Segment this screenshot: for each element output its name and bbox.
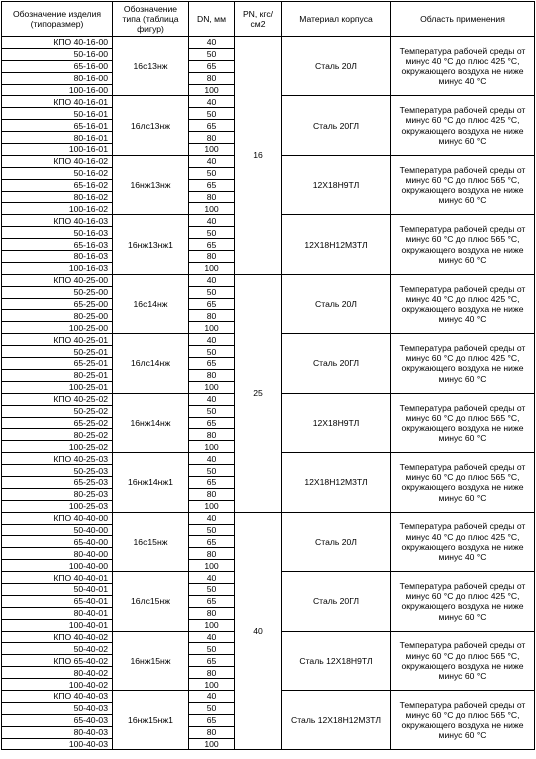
model-cell: КПО 40-25-03: [2, 453, 113, 465]
model-cell: 100-16-03: [2, 262, 113, 274]
dn-cell: 80: [189, 310, 235, 322]
dn-cell: 100: [189, 679, 235, 691]
dn-cell: 100: [189, 738, 235, 750]
material-cell: Сталь 20Л: [282, 274, 391, 333]
material-cell: 12Х18Н12М3ТЛ: [282, 453, 391, 512]
material-cell: Сталь 20ГЛ: [282, 96, 391, 155]
header-type: Обозначение типа (таблица фигур): [113, 2, 189, 37]
dn-cell: 50: [189, 167, 235, 179]
dn-cell: 65: [189, 120, 235, 132]
dn-cell: 100: [189, 84, 235, 96]
dn-cell: 40: [189, 453, 235, 465]
model-cell: КПО 40-25-00: [2, 274, 113, 286]
dn-cell: 50: [189, 583, 235, 595]
model-cell: 50-40-01: [2, 583, 113, 595]
type-cell: 16нж14нж: [113, 393, 189, 452]
application-cell: Температура рабочей среды от минус 60 °С до плюс 565 °С, окружающего воздуха не ниже минус 60 °С: [391, 155, 535, 214]
dn-cell: 50: [189, 108, 235, 120]
type-cell: 16с15нж: [113, 512, 189, 571]
dn-cell: 80: [189, 488, 235, 500]
dn-cell: 65: [189, 476, 235, 488]
dn-cell: 80: [189, 251, 235, 263]
model-cell: 100-25-03: [2, 500, 113, 512]
type-cell: 16лс13нж: [113, 96, 189, 155]
dn-cell: 80: [189, 607, 235, 619]
model-cell: КПО 40-16-03: [2, 215, 113, 227]
model-cell: КПО 40-25-01: [2, 334, 113, 346]
pn-cell: 16: [235, 37, 282, 275]
type-cell: 16нж14нж1: [113, 453, 189, 512]
header-material: Материал корпуса: [282, 2, 391, 37]
dn-cell: 65: [189, 298, 235, 310]
model-cell: 50-16-03: [2, 227, 113, 239]
model-cell: 80-25-01: [2, 369, 113, 381]
dn-cell: 50: [189, 227, 235, 239]
model-cell: КПО 40-16-01: [2, 96, 113, 108]
application-cell: Температура рабочей среды от минус 60 °С до плюс 425 °С, окружающего воздуха не ниже минус 60 °С: [391, 96, 535, 155]
application-cell: Температура рабочей среды от минус 60 °С до плюс 425 °С, окружающего воздуха не ниже минус 60 °С: [391, 334, 535, 393]
model-cell: 100-16-01: [2, 144, 113, 156]
model-cell: 65-40-01: [2, 595, 113, 607]
dn-cell: 65: [189, 417, 235, 429]
dn-cell: 100: [189, 144, 235, 156]
dn-cell: 65: [189, 60, 235, 72]
type-cell: 16нж15нж: [113, 631, 189, 690]
header-dn: DN, мм: [189, 2, 235, 37]
model-cell: КПО 40-16-00: [2, 37, 113, 49]
model-cell: 65-25-00: [2, 298, 113, 310]
model-cell: 50-25-02: [2, 405, 113, 417]
table-row: [2, 512, 535, 524]
model-cell: 80-40-02: [2, 667, 113, 679]
dn-cell: 40: [189, 155, 235, 167]
application-cell: Температура рабочей среды от минус 60 °С до плюс 565 °С, окружающего воздуха не ниже минус 60 °С: [391, 690, 535, 749]
header-pn: PN, кгс/см2: [235, 2, 282, 37]
model-cell: 65-16-02: [2, 179, 113, 191]
dn-cell: 40: [189, 393, 235, 405]
material-cell: Сталь 12Х18Н12М3ТЛ: [282, 690, 391, 749]
model-cell: 50-16-02: [2, 167, 113, 179]
model-cell: 65-16-03: [2, 239, 113, 251]
model-cell: 50-16-00: [2, 48, 113, 60]
material-cell: Сталь 20ГЛ: [282, 572, 391, 631]
dn-cell: 40: [189, 631, 235, 643]
table-body: [2, 37, 535, 750]
material-cell: 12Х18Н12М3ТЛ: [282, 215, 391, 274]
dn-cell: 50: [189, 643, 235, 655]
dn-cell: 40: [189, 96, 235, 108]
header-model: Обозначение изделия (типоразмер): [2, 2, 113, 37]
application-cell: Температура рабочей среды от минус 40 °С до плюс 425 °С, окружающего воздуха не ниже минус 40 °С: [391, 512, 535, 571]
model-cell: 80-25-03: [2, 488, 113, 500]
model-cell: 100-25-02: [2, 441, 113, 453]
model-cell: 65-25-02: [2, 417, 113, 429]
model-cell: 80-16-00: [2, 72, 113, 84]
model-cell: 80-40-01: [2, 607, 113, 619]
model-cell: 65-25-01: [2, 358, 113, 370]
model-cell: КПО 65-40-02: [2, 655, 113, 667]
model-cell: КПО 40-40-03: [2, 690, 113, 702]
application-cell: Температура рабочей среды от минус 60 °С до плюс 565 °С, окружающего воздуха не ниже минус 60 °С: [391, 453, 535, 512]
model-cell: 80-16-01: [2, 132, 113, 144]
application-cell: Температура рабочей среды от минус 40 °С до плюс 425 °С, окружающего воздуха не ниже минус 40 °С: [391, 37, 535, 96]
dn-cell: 80: [189, 667, 235, 679]
dn-cell: 50: [189, 702, 235, 714]
model-cell: 50-40-02: [2, 643, 113, 655]
model-cell: 100-40-00: [2, 560, 113, 572]
model-cell: 80-40-00: [2, 548, 113, 560]
model-cell: КПО 40-16-02: [2, 155, 113, 167]
type-cell: 16нж13нж1: [113, 215, 189, 274]
dn-cell: 100: [189, 381, 235, 393]
model-cell: 100-25-01: [2, 381, 113, 393]
dn-cell: 50: [189, 48, 235, 60]
dn-cell: 50: [189, 524, 235, 536]
model-cell: 50-40-00: [2, 524, 113, 536]
model-cell: КПО 40-40-02: [2, 631, 113, 643]
material-cell: 12Х18Н9ТЛ: [282, 155, 391, 214]
model-cell: 80-16-02: [2, 191, 113, 203]
dn-cell: 100: [189, 500, 235, 512]
model-cell: КПО 40-40-00: [2, 512, 113, 524]
dn-cell: 50: [189, 346, 235, 358]
dn-cell: 100: [189, 262, 235, 274]
model-cell: 50-25-03: [2, 465, 113, 477]
pn-cell: 25: [235, 274, 282, 512]
type-cell: 16с14нж: [113, 274, 189, 333]
model-cell: 50-16-01: [2, 108, 113, 120]
model-cell: 50-25-01: [2, 346, 113, 358]
model-cell: 65-16-00: [2, 60, 113, 72]
model-cell: 80-16-03: [2, 251, 113, 263]
dn-cell: 65: [189, 239, 235, 251]
dn-cell: 80: [189, 548, 235, 560]
dn-cell: 100: [189, 619, 235, 631]
model-cell: КПО 40-25-02: [2, 393, 113, 405]
dn-cell: 80: [189, 191, 235, 203]
dn-cell: 40: [189, 215, 235, 227]
type-cell: 16нж13нж: [113, 155, 189, 214]
material-cell: Сталь 20Л: [282, 512, 391, 571]
pn-cell: 40: [235, 512, 282, 750]
dn-cell: 80: [189, 726, 235, 738]
type-cell: 16лс14нж: [113, 334, 189, 393]
material-cell: 12Х18Н9ТЛ: [282, 393, 391, 452]
table-row: [2, 37, 535, 49]
dn-cell: 65: [189, 655, 235, 667]
model-cell: 50-25-00: [2, 286, 113, 298]
table-row: [2, 274, 535, 286]
dn-cell: 40: [189, 572, 235, 584]
application-cell: Температура рабочей среды от минус 60 °С до плюс 425 °С, окружающего воздуха не ниже минус 60 °С: [391, 572, 535, 631]
dn-cell: 40: [189, 512, 235, 524]
dn-cell: 80: [189, 429, 235, 441]
dn-cell: 65: [189, 358, 235, 370]
model-cell: 100-16-00: [2, 84, 113, 96]
dn-cell: 100: [189, 441, 235, 453]
model-cell: 100-16-02: [2, 203, 113, 215]
model-cell: 65-40-03: [2, 714, 113, 726]
model-cell: 100-40-02: [2, 679, 113, 691]
dn-cell: 65: [189, 714, 235, 726]
dn-cell: 40: [189, 274, 235, 286]
model-cell: 80-40-03: [2, 726, 113, 738]
type-cell: 16лс15нж: [113, 572, 189, 631]
material-cell: Сталь 20ГЛ: [282, 334, 391, 393]
model-cell: 100-25-00: [2, 322, 113, 334]
material-cell: Сталь 12Х18Н9ТЛ: [282, 631, 391, 690]
dn-cell: 65: [189, 179, 235, 191]
dn-cell: 100: [189, 203, 235, 215]
dn-cell: 80: [189, 369, 235, 381]
application-cell: Температура рабочей среды от минус 60 °С до плюс 565 °С, окружающего воздуха не ниже минус 60 °С: [391, 631, 535, 690]
model-cell: 50-40-03: [2, 702, 113, 714]
table-header-row: [2, 2, 535, 37]
model-cell: 100-40-01: [2, 619, 113, 631]
header-application: Область применения: [391, 2, 535, 37]
model-cell: 80-25-00: [2, 310, 113, 322]
dn-cell: 50: [189, 286, 235, 298]
dn-cell: 65: [189, 536, 235, 548]
model-cell: 80-25-02: [2, 429, 113, 441]
dn-cell: 100: [189, 560, 235, 572]
application-cell: Температура рабочей среды от минус 40 °С до плюс 425 °С, окружающего воздуха не ниже минус 40 °С: [391, 274, 535, 333]
model-cell: 65-16-01: [2, 120, 113, 132]
model-cell: 65-25-03: [2, 476, 113, 488]
dn-cell: 40: [189, 690, 235, 702]
model-cell: 65-40-00: [2, 536, 113, 548]
dn-cell: 80: [189, 132, 235, 144]
application-cell: Температура рабочей среды от минус 60 °С до плюс 565 °С, окружающего воздуха не ниже минус 60 °С: [391, 393, 535, 452]
model-cell: 100-40-03: [2, 738, 113, 750]
spec-table: [1, 1, 535, 750]
dn-cell: 40: [189, 334, 235, 346]
dn-cell: 50: [189, 465, 235, 477]
dn-cell: 50: [189, 405, 235, 417]
type-cell: 16нж15нж1: [113, 690, 189, 749]
type-cell: 16с13нж: [113, 37, 189, 96]
application-cell: Температура рабочей среды от минус 60 °С до плюс 565 °С, окружающего воздуха не ниже минус 60 °С: [391, 215, 535, 274]
dn-cell: 100: [189, 322, 235, 334]
dn-cell: 80: [189, 72, 235, 84]
dn-cell: 40: [189, 37, 235, 49]
dn-cell: 65: [189, 595, 235, 607]
model-cell: КПО 40-40-01: [2, 572, 113, 584]
material-cell: Сталь 20Л: [282, 37, 391, 96]
